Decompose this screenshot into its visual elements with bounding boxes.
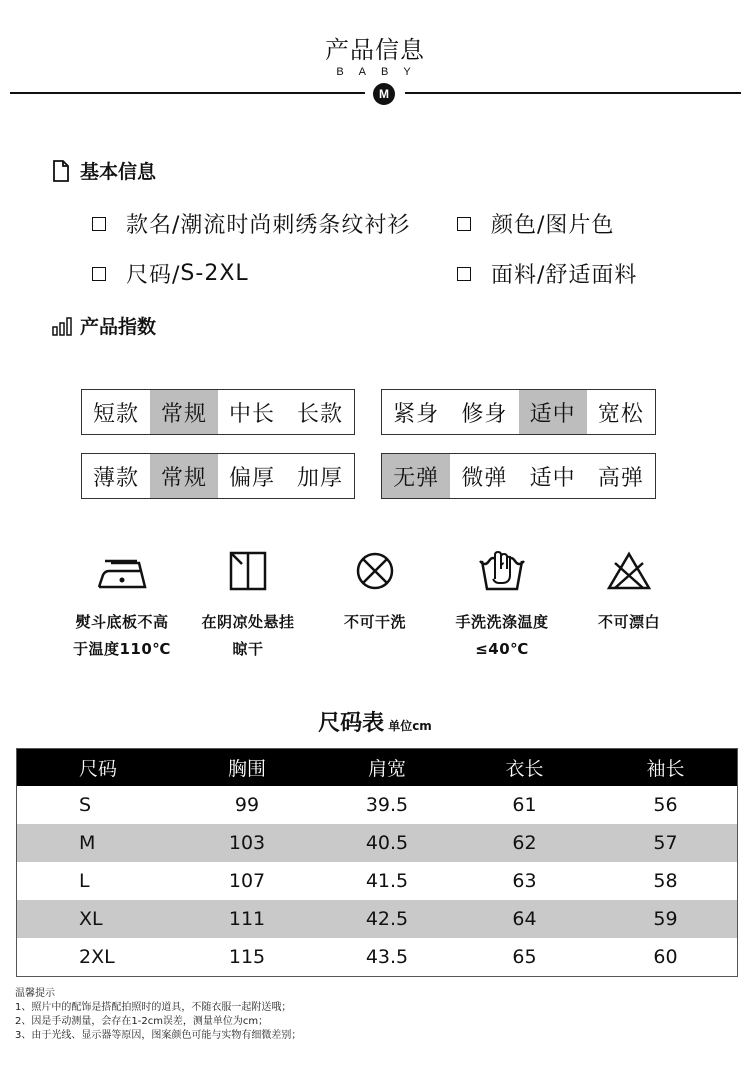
table-header-cell: 胸围 [227, 758, 266, 780]
table-cell: 62 [512, 832, 537, 854]
page-subtitle: BABY [336, 66, 426, 78]
index-option: 加厚 [296, 465, 343, 491]
care-text: 手洗洗涤温度 [455, 613, 549, 631]
notes-line: 2、因是手动测量，会存在1-2cm误差，测量单位为cm； [15, 1016, 269, 1027]
table-cell: 2XL [79, 946, 115, 968]
care-text: 不可漂白 [597, 613, 660, 631]
table-cell: 115 [228, 946, 266, 968]
table-cell: 56 [653, 794, 678, 816]
table-cell: XL [79, 908, 103, 930]
info-item-style [92, 208, 410, 239]
notes-line: 1、照片中的配饰是搭配拍照时的道具，不随衣服一起附送哦； [15, 1002, 292, 1013]
table-cell: 43.5 [365, 946, 409, 968]
info-label: 面料/ [491, 263, 546, 288]
product-index-title: 产品指数 [80, 316, 157, 338]
checkbox-icon [457, 217, 471, 231]
table-row [17, 862, 737, 900]
care-text: ≤40℃ [475, 640, 529, 658]
info-value: 潮流时尚刺绣条纹衬衫 [180, 213, 411, 238]
table-header-cell: 衣长 [505, 758, 544, 780]
divider-right [405, 92, 741, 94]
index-option: 紧身 [393, 401, 440, 427]
info-value: 图片色 [545, 213, 615, 238]
table-cell: 59 [653, 908, 678, 930]
table-cell: 57 [653, 832, 678, 854]
table-row [17, 938, 737, 976]
table-header-cell: 尺码 [79, 758, 118, 780]
index-option: 微弹 [461, 465, 508, 491]
index-elasticity [381, 453, 656, 499]
index-thickness [81, 453, 355, 499]
table-header-cell: 肩宽 [367, 758, 406, 780]
table-cell: M [79, 832, 96, 854]
table-header-cell: 袖长 [646, 758, 685, 780]
info-label: 尺码/ [126, 263, 181, 288]
notes-title: 温馨提示 [15, 988, 55, 999]
table-cell: 42.5 [365, 908, 409, 930]
size-table [16, 748, 738, 977]
index-option: 长款 [296, 401, 343, 427]
table-cell: 39.5 [365, 794, 409, 816]
index-option: 适中 [529, 465, 576, 491]
care-text: 在阴凉处悬挂 [201, 613, 295, 631]
table-cell: 58 [653, 870, 678, 892]
page-title: 产品信息 [325, 36, 425, 64]
index-option: 修身 [461, 401, 508, 427]
index-option: 宽松 [597, 401, 644, 427]
checkbox-icon [92, 267, 106, 281]
index-option: 薄款 [92, 465, 139, 491]
table-cell: 63 [512, 870, 537, 892]
care-item-no-bleach [554, 548, 704, 636]
table-cell: 60 [653, 946, 678, 968]
care-text: 不可干洗 [343, 613, 406, 631]
divider-left [10, 92, 365, 94]
info-value: 舒适面料 [545, 263, 638, 288]
care-text: 于温度110℃ [73, 640, 171, 658]
info-item-fabric [457, 258, 637, 289]
index-option-selected: 常规 [150, 454, 218, 498]
index-option: 高弹 [597, 465, 644, 491]
index-option: 短款 [92, 401, 139, 427]
checkbox-icon [92, 217, 106, 231]
no-bleach-icon [554, 548, 704, 593]
size-table-unit: 单位cm [388, 719, 432, 733]
notes [15, 987, 301, 1043]
checkbox-icon [457, 267, 471, 281]
index-option: 中长 [228, 401, 275, 427]
size-table-heading [0, 706, 750, 737]
notes-line: 3、由于光线、显示器等原因，图案颜色可能与实物有细微差别； [15, 1030, 302, 1041]
index-option: 偏厚 [228, 465, 275, 491]
table-cell: 107 [228, 870, 266, 892]
index-length [81, 389, 355, 435]
table-cell: 40.5 [365, 832, 409, 854]
table-cell: 61 [512, 794, 537, 816]
bar-chart-icon [52, 315, 72, 337]
index-option-selected: 常规 [150, 390, 218, 434]
table-cell: S [79, 794, 92, 816]
table-row [17, 824, 737, 862]
table-row [17, 786, 737, 824]
table-row [17, 900, 737, 938]
table-cell: 65 [512, 946, 537, 968]
index-option-selected: 无弹 [382, 454, 450, 498]
info-label: 颜色/ [491, 213, 546, 238]
product-index-heading [52, 312, 156, 339]
care-text: 晾干 [232, 640, 264, 658]
table-cell: L [79, 870, 90, 892]
table-cell: 111 [228, 908, 266, 930]
basic-info-title: 基本信息 [80, 161, 157, 183]
index-fit [381, 389, 656, 435]
basic-info-heading [52, 157, 156, 184]
index-option-selected: 适中 [519, 390, 587, 434]
table-cell: 41.5 [365, 870, 409, 892]
table-cell: 64 [512, 908, 537, 930]
info-label: 款名/ [126, 213, 181, 238]
document-icon [52, 160, 72, 182]
info-item-size [92, 258, 249, 289]
care-text: 熨斗底板不高 [75, 613, 169, 631]
table-header-row [17, 749, 737, 786]
info-item-color [457, 208, 614, 239]
table-cell: 99 [234, 794, 260, 816]
info-value: S-2XL [180, 261, 249, 286]
size-table-title: 尺码表 [318, 711, 385, 736]
brand-badge: M [373, 83, 395, 105]
table-cell: 103 [228, 832, 266, 854]
